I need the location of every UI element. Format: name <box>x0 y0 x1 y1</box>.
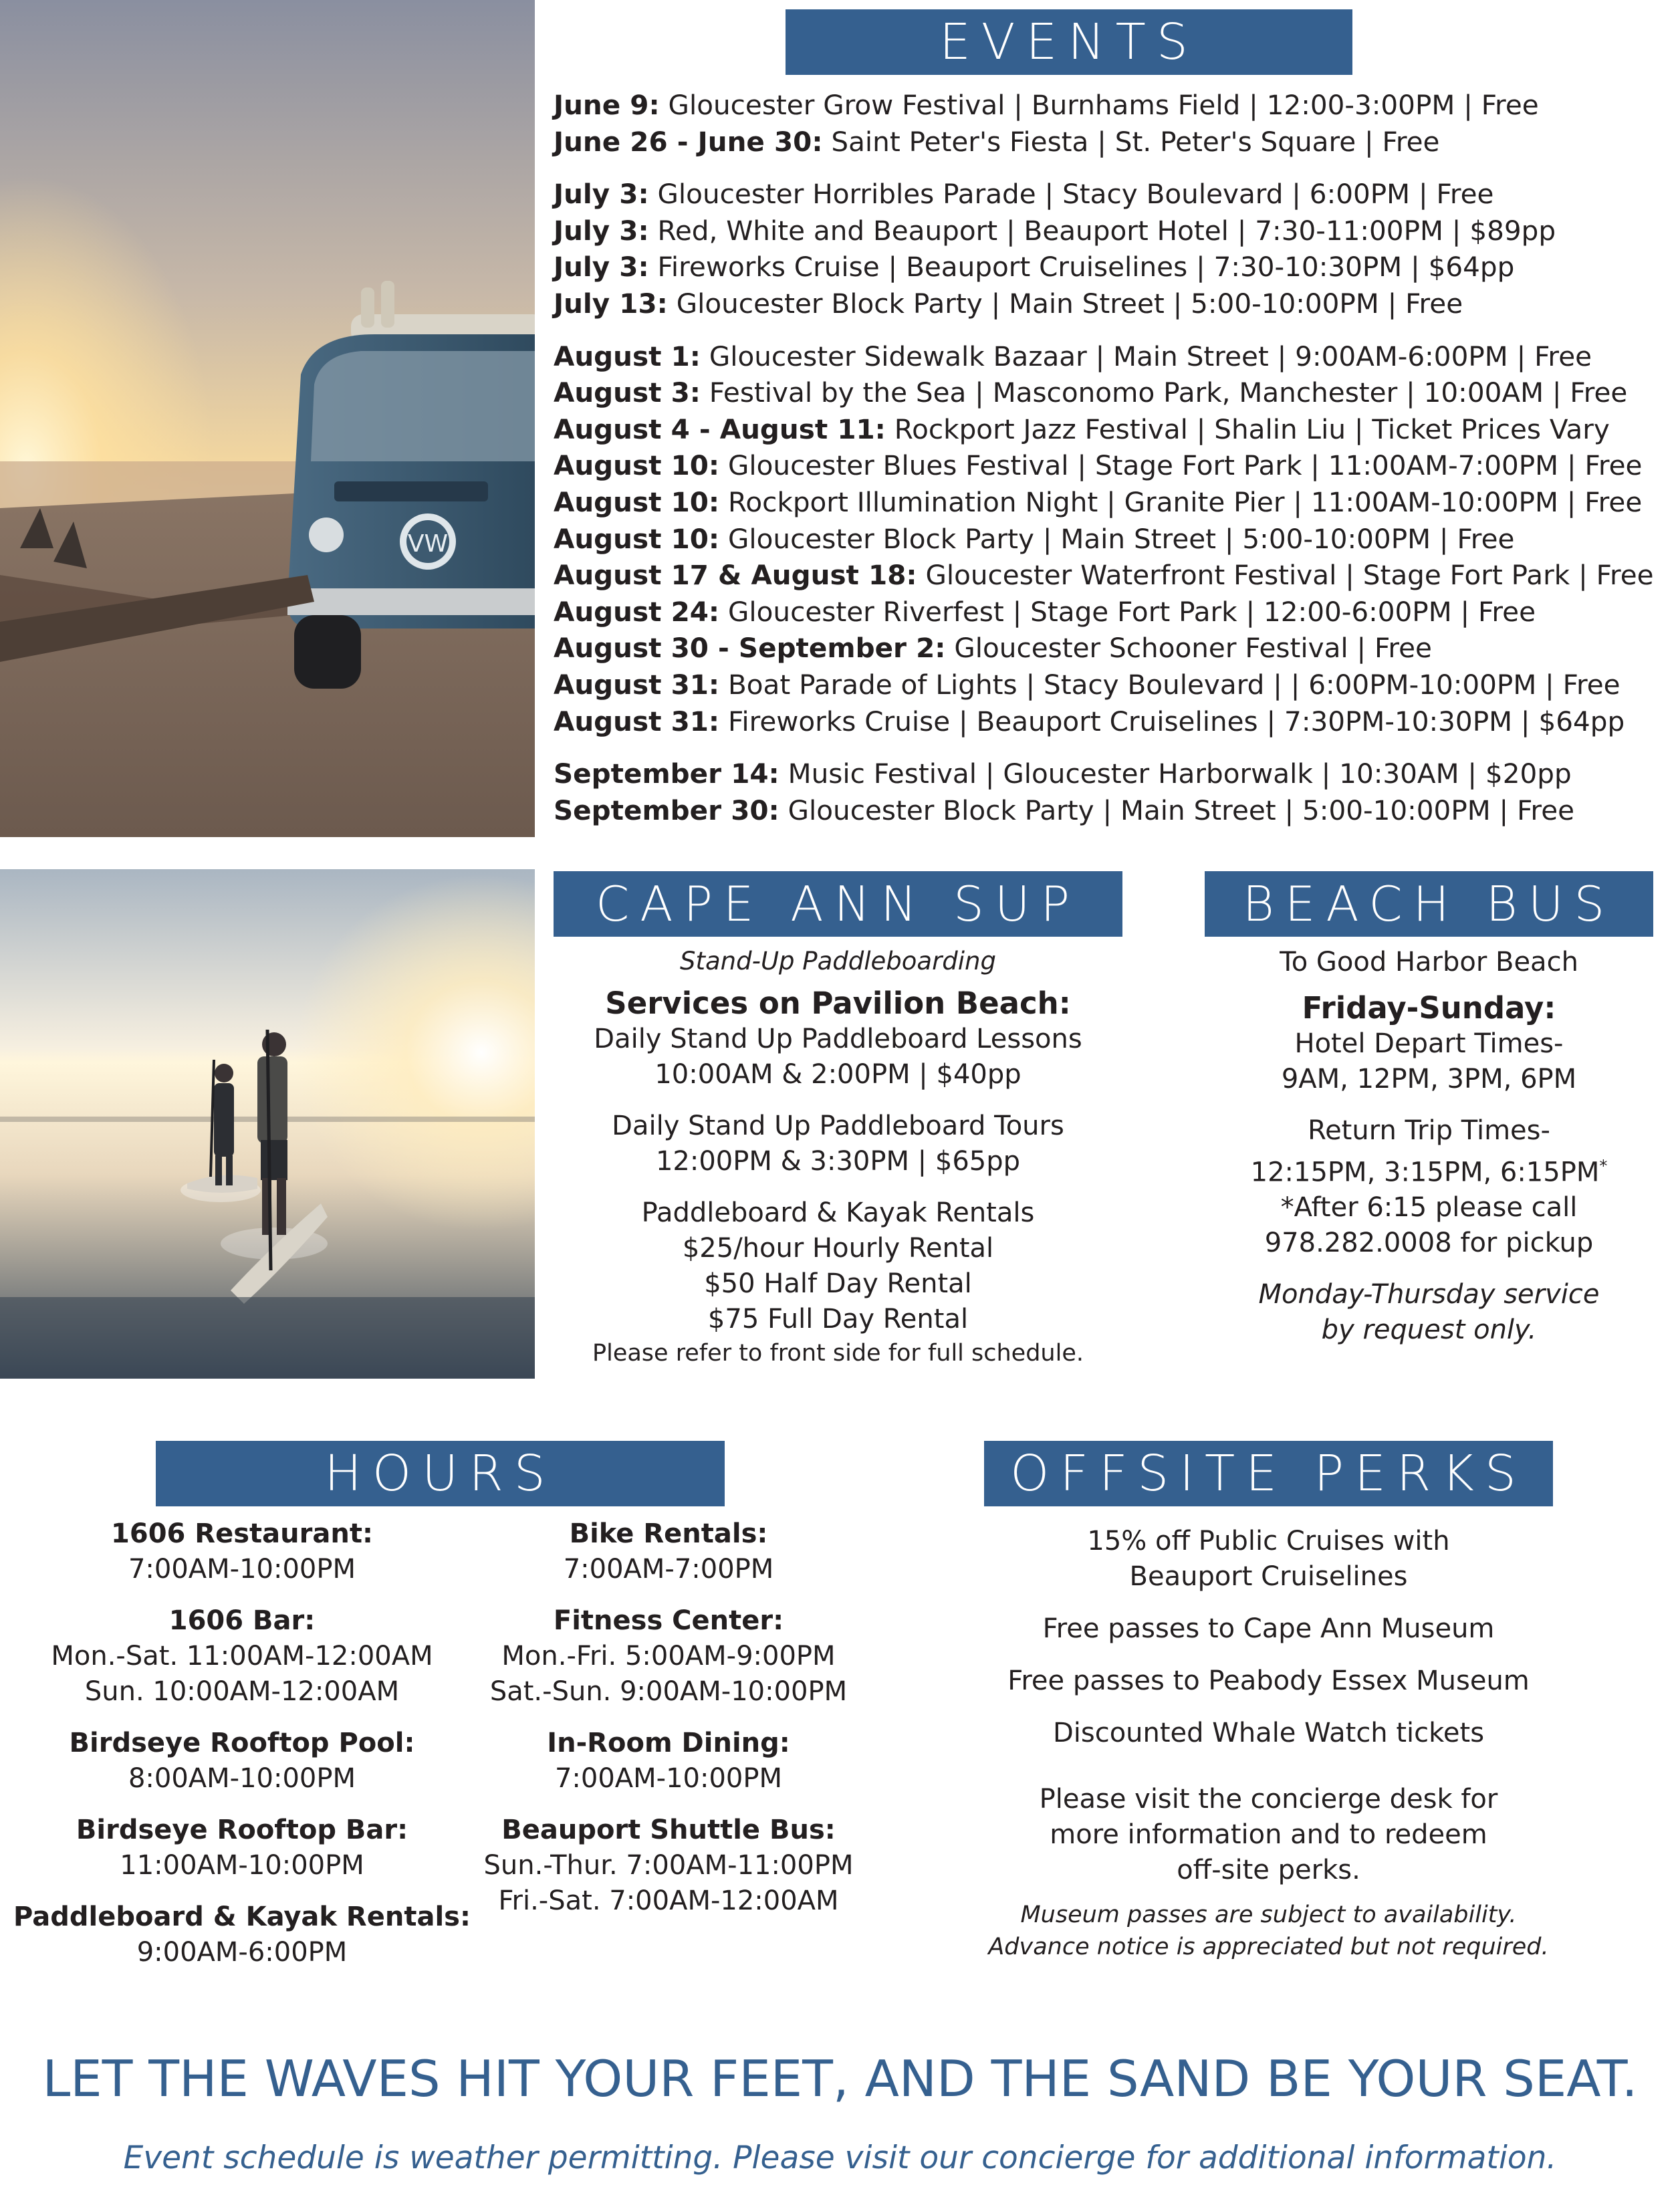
beach-bus-weekday-line1: Monday-Thursday service <box>1258 1279 1600 1310</box>
event-date: August 1: <box>554 340 701 372</box>
beach-bus-subtitle: To Good Harbor Beach <box>1280 947 1578 977</box>
sup-rental-half-day: $50 Half Day Rental <box>704 1268 972 1299</box>
event-detail: Festival by the Sea | Masconomo Park, Manchester | 10:00AM | Free <box>700 376 1628 409</box>
event-row <box>554 411 1663 448</box>
sup-tours <box>554 1109 1122 1179</box>
perk-visit-line2: more information and to redeem <box>1050 1819 1487 1850</box>
hours-entry <box>0 1726 484 1797</box>
hours-entry-name: In-Room Dining: <box>547 1728 790 1758</box>
event-detail: Gloucester Horribles Parade | Stacy Boulevard | 6:00PM | Free <box>648 178 1494 211</box>
hours-entry <box>455 1813 882 1919</box>
sup-services-heading: Services on Pavilion Beach: <box>605 986 1071 1021</box>
hours-entry-time: Sun.-Thur. 7:00AM-11:00PM <box>483 1850 854 1881</box>
event-date: June 9: <box>554 89 660 121</box>
hours-banner: HOURS <box>156 1441 725 1506</box>
event-date: September 30: <box>554 794 779 826</box>
sup-lessons-title: Daily Stand Up Paddleboard Lessons <box>594 1024 1082 1054</box>
event-date: August 31: <box>554 668 720 701</box>
event-date: August 31: <box>554 705 720 737</box>
event-detail: Gloucester Sidewalk Bazaar | Main Street | 9:00AM-6:00PM | Free <box>700 340 1592 372</box>
sup-tours-title: Daily Stand Up Paddleboard Tours <box>612 1111 1064 1141</box>
event-row <box>554 756 1663 792</box>
beach-bus-return-times: 12:15PM, 3:15PM, 6:15PM <box>1250 1157 1600 1188</box>
beach-bus-return-label: Return Trip Times- <box>1308 1115 1550 1146</box>
hours-entry-time: 8:00AM-10:00PM <box>128 1763 356 1794</box>
beach-bus-details <box>1178 945 1680 1348</box>
event-date: August 4 - August 11: <box>554 413 886 445</box>
beach-bus-depart-label: Hotel Depart Times- <box>1294 1028 1564 1059</box>
hours-entry-time: Sun. 10:00AM-12:00AM <box>84 1676 400 1707</box>
perk-visit-line3: off-site perks. <box>1177 1855 1360 1885</box>
sup-lessons-time: 10:00AM & 2:00PM | $40pp <box>654 1059 1022 1090</box>
event-row <box>554 213 1663 249</box>
hours-entry-name: Fitness Center: <box>553 1605 784 1636</box>
beach-bus-days: Friday-Sunday: <box>1302 990 1556 1026</box>
event-detail: Fireworks Cruise | Beauport Cruiselines | 7:30-10:30PM | $64pp <box>648 251 1515 283</box>
event-detail: Gloucester Block Party | Main Street | 5:00-10:00PM | Free <box>719 522 1515 555</box>
events-list <box>554 87 1663 828</box>
hours-left-column <box>0 1516 484 1970</box>
event-row <box>554 557 1663 594</box>
sup-subtitle: Stand-Up Paddleboarding <box>680 947 996 975</box>
event-row <box>554 792 1663 829</box>
hours-entry-time: 7:00AM-10:00PM <box>554 1763 783 1794</box>
event-date: August 3: <box>554 376 701 409</box>
hours-entry-time: 7:00AM-7:00PM <box>563 1554 774 1585</box>
sup-rental-full-day: $75 Full Day Rental <box>707 1304 969 1335</box>
sup-banner: CAPE ANN SUP <box>554 871 1122 937</box>
perk-visit-line1: Please visit the concierge desk for <box>1039 1784 1498 1815</box>
event-detail: Gloucester Block Party | Main Street | 5:00-10:00PM | Free <box>667 287 1463 320</box>
svg-text:VW: VW <box>407 530 449 558</box>
hours-entry <box>0 1603 484 1710</box>
perk-cruises-line2: Beauport Cruiselines <box>1129 1561 1408 1592</box>
perk-cruises <box>944 1524 1593 1595</box>
event-group-gap <box>554 739 1663 756</box>
event-row <box>554 594 1663 630</box>
event-detail: Gloucester Grow Festival | Burnhams Field | 12:00-3:00PM | Free <box>659 89 1539 121</box>
hours-entry-time: 9:00AM-6:00PM <box>136 1937 348 1968</box>
perk-cape-ann-museum: Free passes to Cape Ann Museum <box>1042 1613 1495 1644</box>
hours-entry-name: Bike Rentals: <box>569 1518 768 1549</box>
sup-rentals-title: Paddleboard & Kayak Rentals <box>641 1197 1035 1228</box>
event-row <box>554 703 1663 740</box>
event-detail: Saint Peter's Fiesta | St. Peter's Square | Free <box>822 125 1440 158</box>
event-date: July 13: <box>554 287 668 320</box>
event-detail: Rockport Jazz Festival | Shalin Liu | Ticket Prices Vary <box>885 413 1610 445</box>
vw-bus-beach-photo <box>0 0 535 837</box>
hours-entry-name: 1606 Restaurant: <box>111 1518 373 1549</box>
event-date: August 10: <box>554 485 720 518</box>
event-detail: Gloucester Waterfront Festival | Stage Fort Park | Free <box>917 559 1654 592</box>
beach-bus-banner: BEACH BUS <box>1205 871 1653 937</box>
event-date: August 17 & August 18: <box>554 559 917 592</box>
hours-entry-name: 1606 Bar: <box>168 1605 316 1636</box>
event-row <box>554 338 1663 375</box>
hours-entry <box>455 1726 882 1797</box>
hours-entry <box>0 1813 484 1883</box>
perk-disclaimer-line2: Advance notice is appreciated but not required. <box>988 1934 1549 1960</box>
offsite-perks-banner: OFFSITE PERKS <box>984 1441 1553 1506</box>
event-row <box>554 484 1663 521</box>
event-date: July 3: <box>554 178 649 211</box>
beach-bus-after-note: *After 6:15 please call <box>1280 1192 1578 1224</box>
beach-bus-weekday-line2: by request only. <box>1321 1314 1537 1346</box>
beach-bus-return-times-line <box>1178 1149 1680 1190</box>
perk-whale-watch: Discounted Whale Watch tickets <box>1052 1718 1485 1748</box>
hours-entry-time: Fri.-Sat. 7:00AM-12:00AM <box>498 1885 839 1916</box>
beach-bus-pickup-phone: 978.282.0008 for pickup <box>1264 1228 1594 1259</box>
hours-entry-name: Birdseye Rooftop Pool: <box>69 1728 415 1758</box>
offsite-perks-details <box>944 1524 1593 1963</box>
event-detail: Music Festival | Gloucester Harborwalk | 10:30AM | $20pp <box>779 758 1572 790</box>
beach-bus-weekday-note <box>1178 1277 1680 1348</box>
perk-cruises-line1: 15% off Public Cruises with <box>1087 1526 1450 1557</box>
tagline: LET THE WAVES HIT YOUR FEET, AND THE SAND BE YOUR SEAT. <box>42 2049 1638 2108</box>
perk-peabody-essex-museum: Free passes to Peabody Essex Museum <box>1007 1665 1530 1696</box>
event-detail: Gloucester Riverfest | Stage Fort Park | 12:00-6:00PM | Free <box>719 595 1536 628</box>
sup-note: Please refer to front side for full schedule. <box>592 1340 1084 1367</box>
beach-bus-depart-times: 9AM, 12PM, 3PM, 6PM <box>1281 1064 1577 1095</box>
event-row <box>554 667 1663 703</box>
hours-entry <box>0 1900 484 1970</box>
perk-disclaimer-line1: Museum passes are subject to availability. <box>1020 1902 1517 1928</box>
sup-lessons <box>554 1022 1122 1092</box>
hours-entry-name: Birdseye Rooftop Bar: <box>76 1815 408 1845</box>
perk-disclaimer <box>944 1899 1593 1963</box>
sup-details <box>554 945 1122 1369</box>
events-banner: EVENTS <box>786 9 1352 75</box>
event-row <box>554 87 1663 124</box>
event-detail: Rockport Illumination Night | Granite Pier | 11:00AM-10:00PM | Free <box>719 485 1643 518</box>
event-date: July 3: <box>554 251 649 283</box>
event-row <box>554 447 1663 484</box>
event-date: August 30 - September 2: <box>554 632 946 665</box>
event-row <box>554 521 1663 558</box>
event-date: July 3: <box>554 214 649 247</box>
hours-entry <box>455 1603 882 1710</box>
sup-rental-hourly: $25/hour Hourly Rental <box>682 1233 994 1264</box>
beach-bus-asterisk: * <box>1599 1157 1608 1175</box>
event-date: September 14: <box>554 758 779 790</box>
event-row <box>554 124 1663 160</box>
sup-rentals <box>554 1195 1122 1337</box>
event-detail: Gloucester Block Party | Main Street | 5:00-10:00PM | Free <box>779 794 1575 826</box>
paddleboard-photo <box>0 869 535 1379</box>
event-detail: Gloucester Schooner Festival | Free <box>945 632 1432 665</box>
event-row <box>554 285 1663 322</box>
hours-entry-name: Paddleboard & Kayak Rentals: <box>13 1902 471 1932</box>
hours-entry <box>455 1516 882 1587</box>
event-row <box>554 374 1663 411</box>
event-date: August 10: <box>554 449 720 482</box>
hours-entry-time: 11:00AM-10:00PM <box>120 1850 364 1881</box>
event-group-gap <box>554 322 1663 338</box>
event-row <box>554 630 1663 667</box>
hours-entry-name: Beauport Shuttle Bus: <box>501 1815 836 1845</box>
event-detail: Fireworks Cruise | Beauport Cruiselines | 7:30PM-10:30PM | $64pp <box>719 705 1625 737</box>
event-row <box>554 249 1663 285</box>
beach-bus-depart <box>1178 1026 1680 1097</box>
hours-entry <box>0 1516 484 1587</box>
perk-visit-concierge <box>944 1782 1593 1888</box>
event-group-gap <box>554 160 1663 176</box>
hours-entry-time: Mon.-Fri. 5:00AM-9:00PM <box>501 1641 836 1672</box>
sup-tours-time: 12:00PM & 3:30PM | $65pp <box>655 1146 1021 1177</box>
hours-entry-time: Mon.-Sat. 11:00AM-12:00AM <box>51 1641 433 1672</box>
event-detail: Red, White and Beauport | Beauport Hotel | 7:30-11:00PM | $89pp <box>648 214 1556 247</box>
event-date: August 24: <box>554 595 720 628</box>
event-date: June 26 - June 30: <box>554 125 823 158</box>
hours-entry-time: 7:00AM-10:00PM <box>128 1554 356 1585</box>
hours-right-column <box>455 1516 882 1919</box>
event-date: August 10: <box>554 522 720 555</box>
event-detail: Gloucester Blues Festival | Stage Fort Park | 11:00AM-7:00PM | Free <box>719 449 1643 482</box>
weather-footnote: Event schedule is weather permitting. Please visit our concierge for additional information. <box>123 2140 1557 2176</box>
beach-bus-return <box>1178 1113 1680 1261</box>
event-row <box>554 176 1663 213</box>
hours-entry-time: Sat.-Sun. 9:00AM-10:00PM <box>489 1676 848 1707</box>
event-detail: Boat Parade of Lights | Stacy Boulevard | | 6:00PM-10:00PM | Free <box>719 668 1621 701</box>
